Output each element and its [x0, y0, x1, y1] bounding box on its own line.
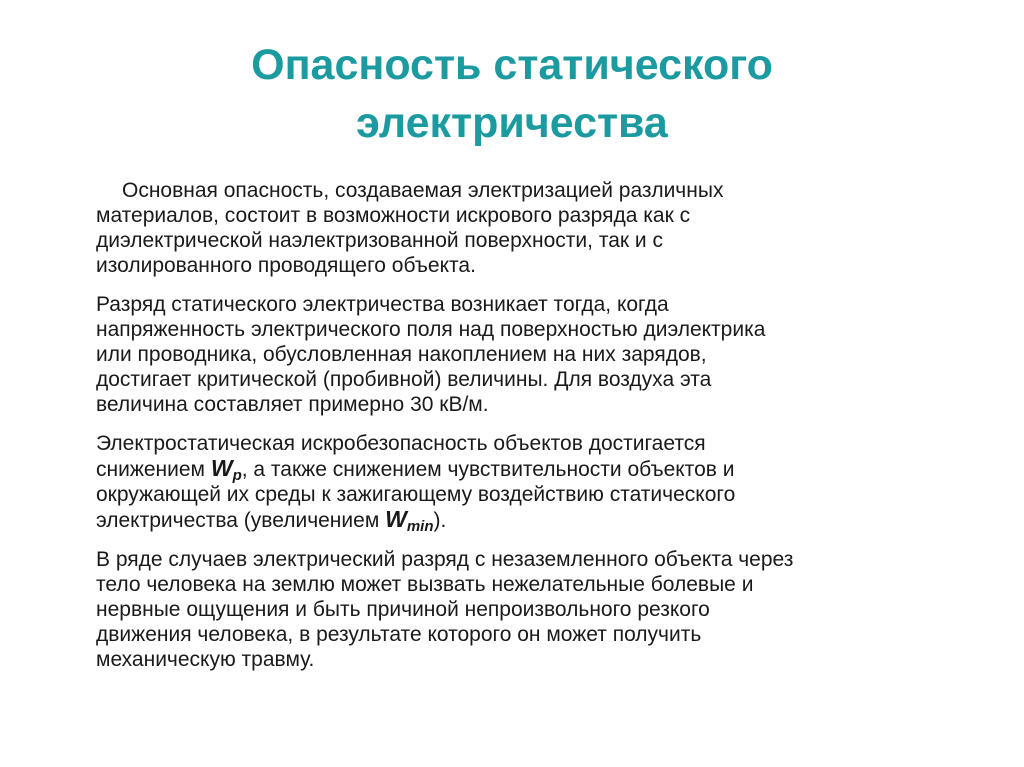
paragraph-3-line: [96, 507, 986, 533]
slide-title: [0, 36, 1024, 152]
slide-title-line-1: Опасность статического: [251, 41, 773, 89]
paragraph-2-line: достигает критической (пробивной) величины. Для воздуха эта: [96, 368, 712, 391]
paragraph-3-text: , а также снижением чувствительности объектов и: [241, 458, 735, 481]
paragraph-1: [96, 178, 986, 278]
wp-letter: W: [210, 455, 233, 481]
paragraph-4-line: В ряде случаев электрический разряд с незаземленного объекта через: [96, 548, 794, 571]
wp-symbol: [210, 455, 242, 484]
paragraph-1-line: изолированного проводящего объекта.: [96, 254, 476, 277]
paragraph-4-line: нервные ощущения и быть причиной непроизвольного резкого: [96, 598, 710, 621]
paragraph-3-line: окружающей их среды к зажигающему воздействию статического: [96, 483, 736, 506]
wp-subscript: p: [232, 467, 242, 484]
paragraph-1-line: материалов, состоит в возможности искрового разряда как с: [96, 204, 691, 227]
paragraph-2: [96, 292, 986, 417]
paragraph-2-line: Разряд статического электричества возникает тогда, когда: [96, 293, 669, 316]
paragraph-1-line: Основная опасность, создаваемая электризацией различных: [122, 179, 724, 202]
paragraph-3-text: электричества (увеличением: [96, 509, 386, 532]
wmin-symbol: [385, 506, 434, 535]
slide-body: [96, 178, 986, 686]
paragraph-3: [96, 431, 986, 533]
paragraph-3-text: ).: [433, 509, 447, 532]
paragraph-3-text: снижением: [96, 458, 211, 481]
paragraph-3-line: Электростатическая искробезопасность объектов достигается: [96, 432, 706, 455]
wmin-subscript: min: [406, 518, 434, 535]
paragraph-1-line: диэлектрической наэлектризованной поверхности, так и с: [96, 229, 663, 252]
paragraph-2-line: напряженность электрического поля над поверхностью диэлектрика: [96, 318, 766, 341]
paragraph-4: [96, 547, 986, 672]
paragraph-2-line: величина составляет примерно 30 кВ/м.: [96, 393, 489, 416]
paragraph-3-line: [96, 456, 986, 482]
paragraph-4-line: механическую травму.: [96, 648, 315, 671]
paragraph-2-line: или проводника, обусловленная накоплением на них зарядов,: [96, 343, 707, 366]
paragraph-4-line: движения человека, в результате которого он может получить: [96, 623, 702, 646]
slide-title-line-2: электричества: [356, 99, 668, 147]
paragraph-4-line: тело человека на землю может вызвать нежелательные болевые и: [96, 573, 754, 596]
wmin-letter: W: [385, 506, 407, 532]
